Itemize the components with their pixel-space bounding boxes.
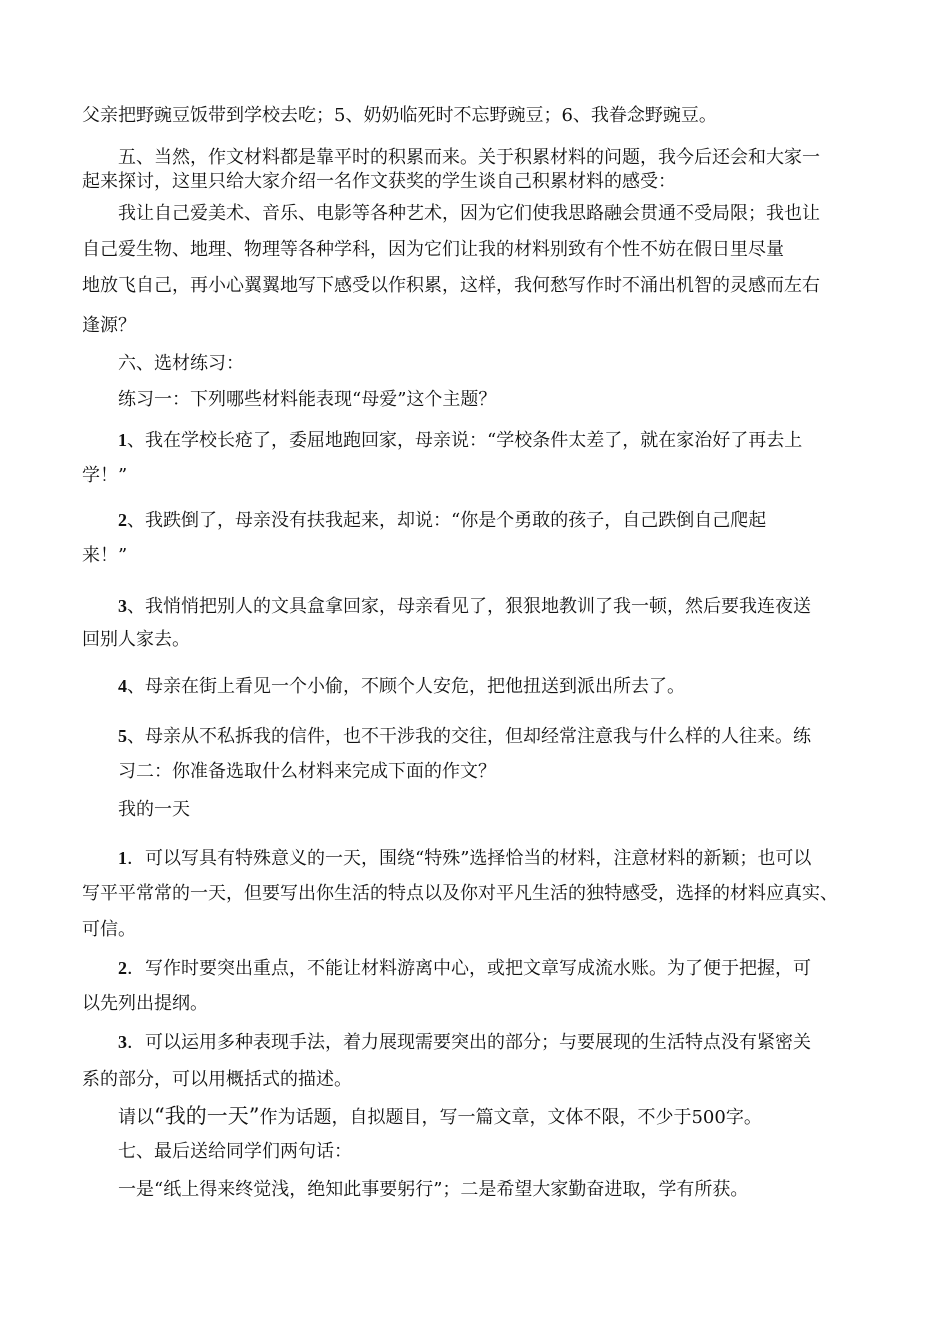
quote-line: 我让自己爱美术、音乐、电影等各种艺术，因为它们使我思路融会贯通不受局限；我也让 [118,203,820,224]
essay-topic: 我的一天 [118,799,190,820]
item-number: 5 [118,726,127,746]
exercise-item-5 [118,724,811,748]
topic-quote: “我的一天” [154,1104,260,1128]
item-text: 、母亲从不私拆我的信件，也不干涉我的交往，但却经常注意我与什么样的人往来。练 [127,726,811,747]
text-line: 以先列出提纲。 [82,993,208,1014]
text-line: 写平平常常的一天，但要写出你生活的特点以及你对平凡生活的独特感受，选择的材料应真实、 [82,883,838,904]
text-line: 可信。 [82,919,136,940]
guideline-2 [118,956,811,980]
text-line: 学！” [82,465,128,486]
text-segment: 请以 [118,1107,154,1128]
item-number: 2 [118,958,127,978]
exercise-item-3 [118,594,811,618]
item-text: ．可以写具有特殊意义的一天，围绕“特殊”选择恰当的材料，注意材料的新颖；也可以 [127,848,812,869]
item-number: 3 [118,1032,127,1052]
exercise-item-1 [118,428,802,452]
assignment-line [118,1104,762,1128]
closing-line: 一是“纸上得来终觉浅，绝知此事要躬行”；二是希望大家勤奋进取，学有所获。 [118,1179,749,1200]
guideline-3 [118,1030,811,1054]
guideline-1 [118,846,811,870]
section-six-heading: 六、选材练习： [118,353,244,374]
text-line: 回别人家去。 [82,629,190,650]
text-segment: 作为话题，自拟题目，写一篇文章，文体不限，不少于500字。 [259,1107,762,1128]
text-line: 来！” [82,545,128,566]
quote-line: 逢源？ [82,315,136,336]
section-seven-heading: 七、最后送给同学们两句话： [118,1141,352,1162]
item-number: 3 [118,596,127,616]
exercise-two-heading: 习二：你准备选取什么材料来完成下面的作文？ [118,761,496,782]
item-text: 、母亲在街上看见一个小偷，不顾个人安危，把他扭送到派出所去了。 [127,676,685,697]
item-text: ．可以运用多种表现手法，着力展现需要突出的部分；与要展现的生活特点没有紧密关 [127,1032,811,1053]
item-text: 、我在学校长疮了，委屈地跑回家，母亲说：“学校条件太差了，就在家治好了再去上 [127,430,803,451]
text-line: 系的部分，可以用概括式的描述。 [82,1069,352,1090]
exercise-one-heading: 练习一：下列哪些材料能表现“母爱”这个主题？ [118,389,497,410]
item-number: 4 [118,676,127,696]
item-text: 、我跌倒了，母亲没有扶我起来，却说：“你是个勇敢的孩子，自己跌倒自己爬起 [127,510,767,531]
exercise-item-4 [118,674,685,698]
item-text: 、我悄悄把别人的文具盒拿回家，母亲看见了，狠狠地教训了我一顿，然后要我连夜送 [127,596,811,617]
item-number: 1 [118,848,127,868]
item-number: 1 [118,430,127,450]
text-line: 起来探讨，这里只给大家介绍一名作文获奖的学生谈自己积累材料的感受： [82,171,676,192]
quote-line: 地放飞自己，再小心翼翼地写下感受以作积累，这样，我何愁写作时不涌出机智的灵感而左右 [82,275,820,296]
quote-line: 自己爱生物、地理、物理等各种学科，因为它们让我的材料别致有个性不妨在假日里尽量 [82,239,784,260]
item-number: 2 [118,510,127,530]
item-text: ．写作时要突出重点，不能让材料游离中心，或把文章写成流水账。为了便于把握，可 [127,958,811,979]
section-five-line: 五、当然，作文材料都是靠平时的积累而来。关于积累材料的问题，我今后还会和大家一 [118,147,820,168]
exercise-item-2 [118,508,766,532]
text-line: 父亲把野豌豆饭带到学校去吃；5、奶奶临死时不忘野豌豆；6、我眷念野豌豆。 [82,105,717,126]
